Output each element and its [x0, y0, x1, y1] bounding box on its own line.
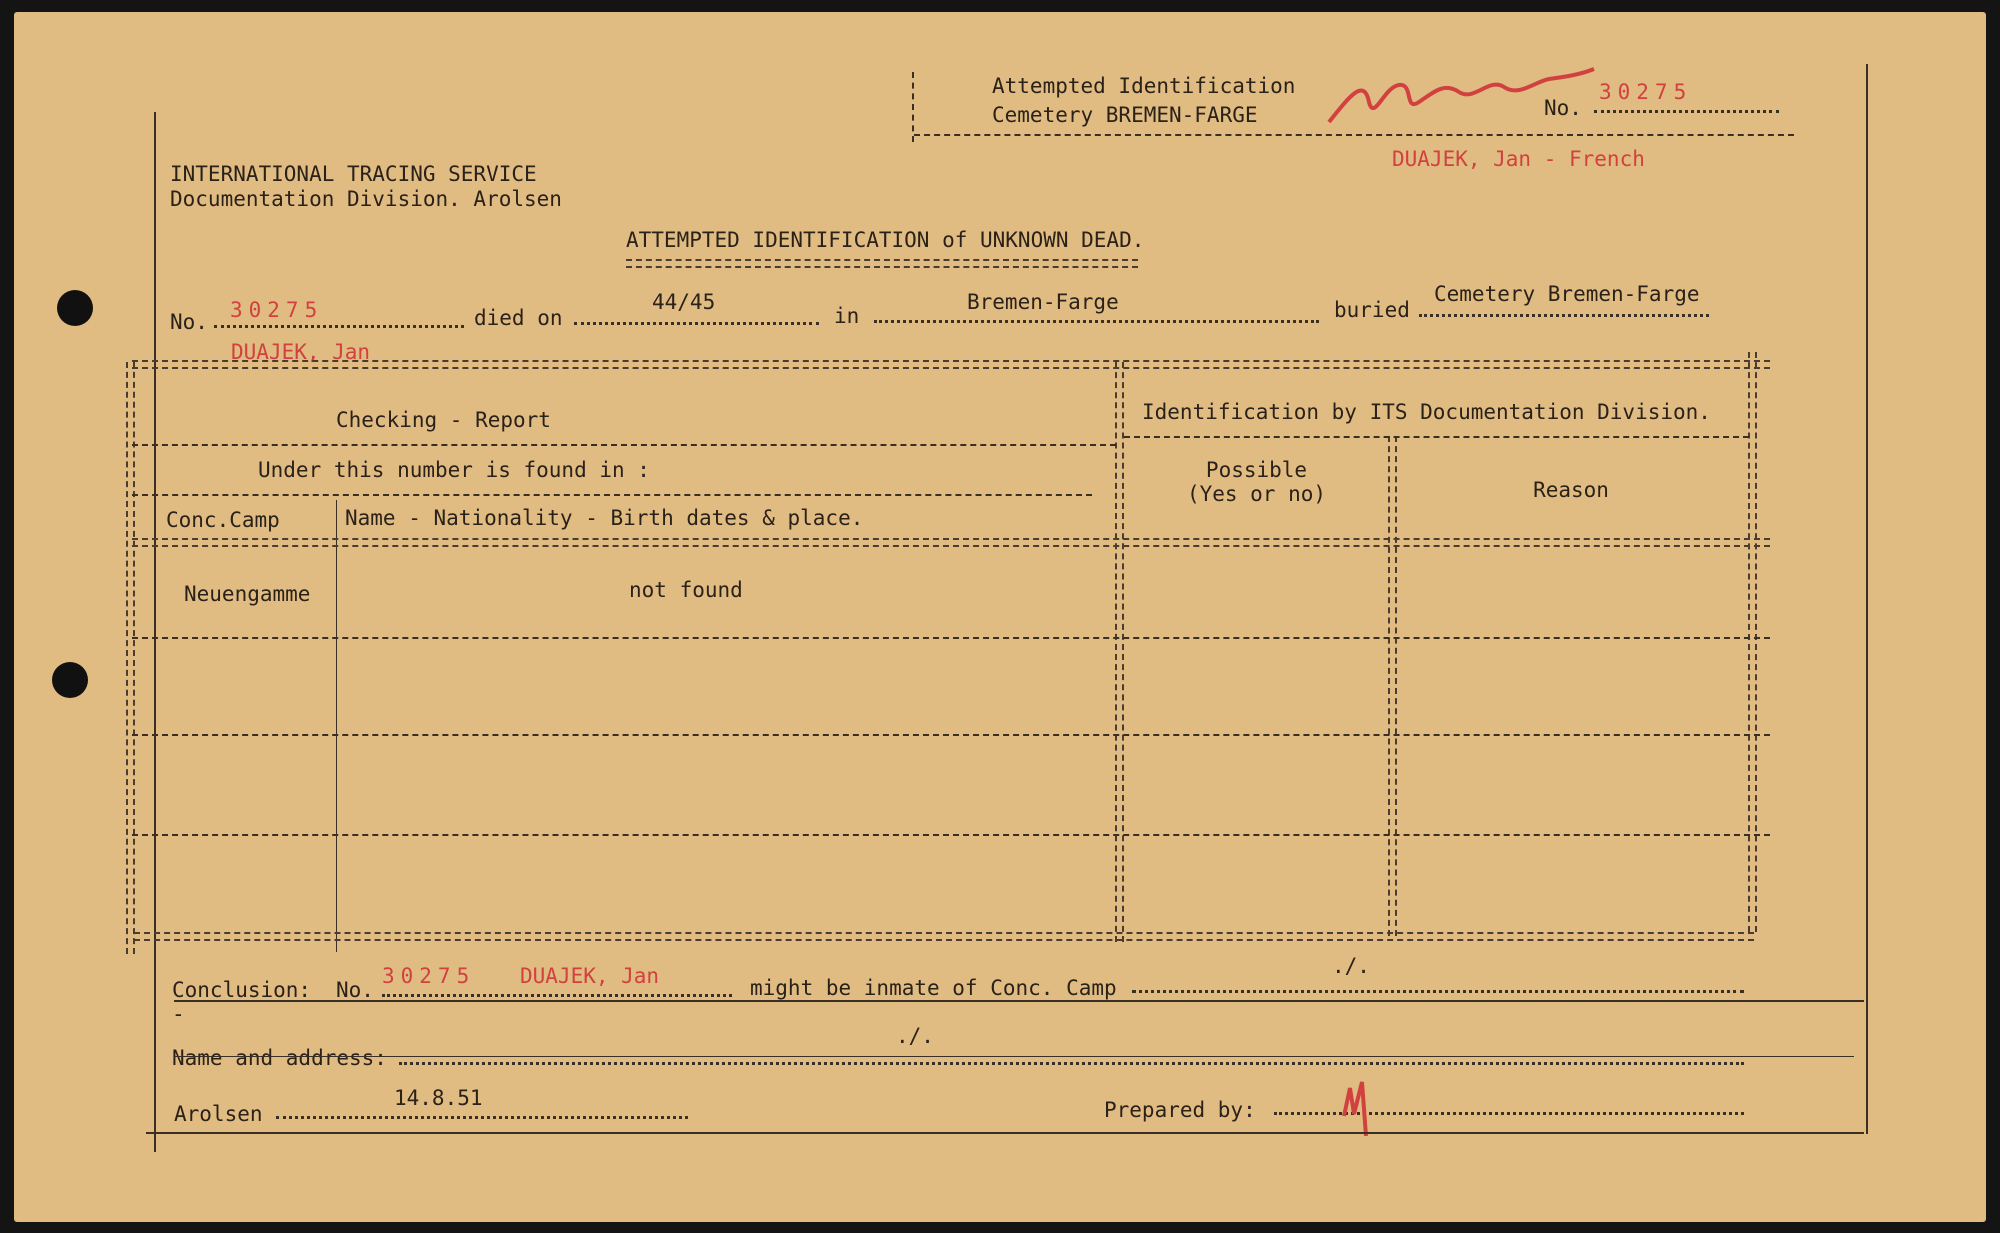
- subheading-rule: [132, 494, 1092, 496]
- in-label: in: [834, 304, 860, 328]
- header-box-line2: Cemetery BREMEN-FARGE: [992, 103, 1258, 127]
- conclusion-name: DUAJEK, Jan: [520, 964, 660, 988]
- header-no-value: 30275: [1599, 80, 1693, 104]
- header-box-bottom-rule: [914, 134, 1794, 136]
- conclusion-no-dotted-line: [382, 994, 732, 997]
- table-subheading: Under this number is found in :: [258, 458, 650, 482]
- record-no-dotted-line: [214, 325, 464, 328]
- header-red-name: DUAJEK, Jan - French: [1392, 147, 1645, 171]
- document-title: ATTEMPTED IDENTIFICATION of UNKNOWN DEAD.: [626, 228, 1145, 252]
- col-header-name: Name - Nationality - Birth dates & place.: [345, 506, 864, 530]
- died-dotted-line: [574, 322, 819, 325]
- heading-rule-right: [1124, 436, 1749, 438]
- conclusion-label: Conclusion:: [172, 978, 312, 1002]
- right-heading: Identification by ITS Documentation Division.: [1142, 400, 1711, 424]
- left-border-rule: [154, 112, 156, 1152]
- footer-place-label: Arolsen: [174, 1102, 263, 1126]
- table-left-rule: [126, 362, 135, 954]
- row-rule-3: [132, 834, 1770, 836]
- prepared-by-label: Prepared by:: [1104, 1098, 1256, 1122]
- col-header-possible-line2: (Yes or no): [1186, 482, 1327, 506]
- in-value: Bremen-Farge: [967, 290, 1119, 314]
- conclusion-no-label: No.: [336, 978, 374, 1002]
- signature-initial: [1336, 1060, 1386, 1140]
- punch-hole-bottom: [52, 662, 88, 698]
- title-underline: [626, 259, 1138, 268]
- row1-camp: Neuengamme: [184, 582, 311, 606]
- header-box-line1: Attempted Identification: [992, 74, 1296, 98]
- row-rule-1: [132, 637, 1770, 639]
- buried-label: buried: [1334, 298, 1410, 322]
- record-name: DUAJEK, Jan: [231, 340, 371, 364]
- record-no-value: 30275: [230, 298, 324, 322]
- table-divider-reason: [1388, 436, 1397, 936]
- table-divider-main: [1115, 362, 1124, 942]
- header-box-left-rule: [912, 72, 914, 142]
- died-label: died on: [474, 306, 563, 330]
- buried-dotted-line: [1419, 314, 1709, 317]
- conclusion-text: might be inmate of Conc. Camp: [750, 976, 1117, 1000]
- footer-date-value: 14.8.51: [394, 1086, 483, 1110]
- name-address-value: ./.: [896, 1024, 934, 1048]
- margin-dash-mark: -: [172, 1002, 185, 1026]
- punch-hole-top: [57, 290, 93, 326]
- name-address-dotted-line: [399, 1062, 1744, 1065]
- record-card: [14, 12, 1986, 1222]
- conclusion-no-value: 30275: [382, 964, 476, 988]
- conclusion-camp-dotted-line: [1132, 990, 1744, 993]
- table-divider-camp: [336, 500, 337, 952]
- left-heading: Checking - Report: [336, 408, 551, 432]
- header-no-dotted-line: [1594, 110, 1779, 113]
- name-address-rule: [174, 1056, 1854, 1057]
- died-value: 44/45: [652, 290, 716, 314]
- right-border-rule: [1866, 64, 1868, 1134]
- conclusion-rule: [174, 1000, 1864, 1002]
- col-header-reason: Reason: [1533, 478, 1609, 502]
- table-top-rule: [132, 360, 1770, 369]
- in-dotted-line: [874, 320, 1319, 323]
- organization-line2: Documentation Division. Arolsen: [170, 187, 562, 211]
- col-header-camp: Conc.Camp: [166, 508, 280, 532]
- table-right-rule: [1748, 352, 1757, 932]
- heading-rule-left: [132, 444, 1116, 446]
- footer-date-dotted-line: [276, 1116, 688, 1119]
- footer-rule: [146, 1132, 1864, 1134]
- row1-name: not found: [629, 578, 743, 602]
- header-bottom-rule: [132, 538, 1770, 547]
- table-bottom-rule: [134, 932, 1754, 941]
- conclusion-camp-value: ./.: [1332, 954, 1370, 978]
- organization-line1: INTERNATIONAL TRACING SERVICE: [170, 162, 537, 186]
- row-rule-2: [132, 734, 1770, 736]
- col-header-possible-line1: Possible: [1205, 458, 1308, 482]
- record-no-label: No.: [170, 310, 208, 334]
- name-address-label: Name and address:: [172, 1046, 387, 1070]
- buried-value: Cemetery Bremen-Farge: [1434, 282, 1700, 306]
- header-no-label: No.: [1544, 96, 1582, 120]
